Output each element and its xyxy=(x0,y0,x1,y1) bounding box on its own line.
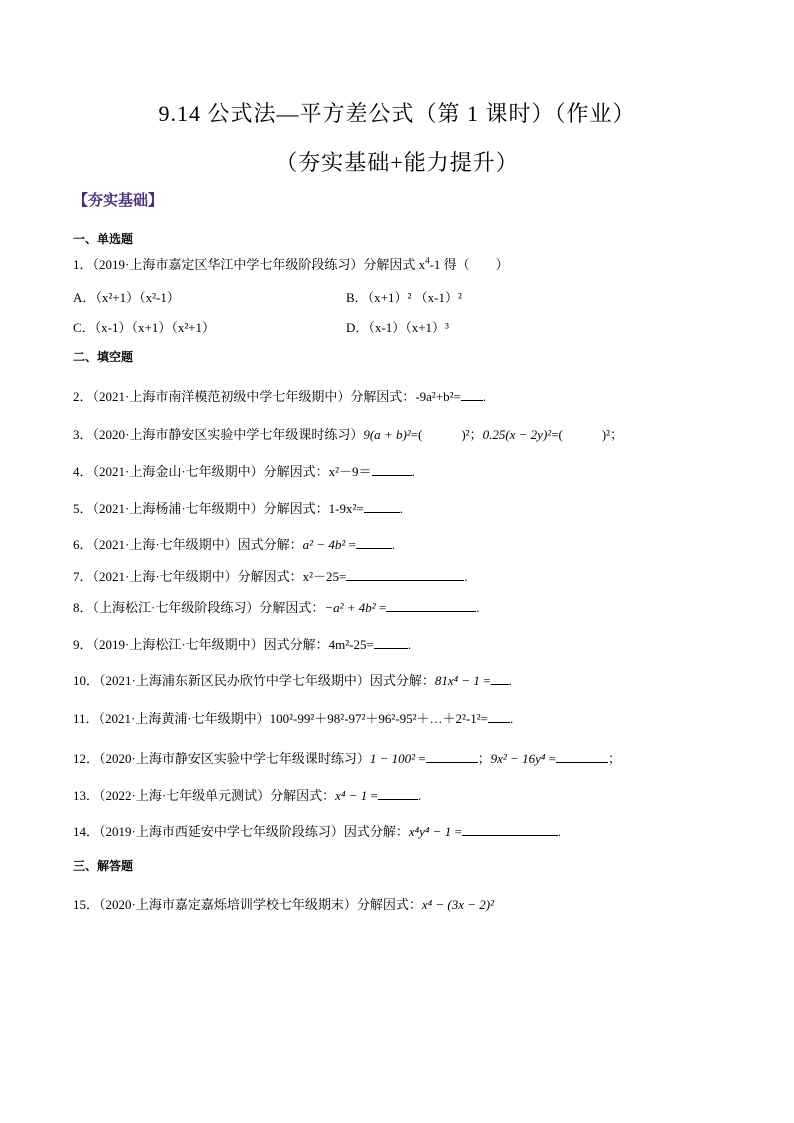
answer-blank xyxy=(364,500,400,513)
section-heading-fill-blank: 二、填空题 xyxy=(73,350,134,364)
question-8-end: . xyxy=(476,600,480,615)
question-11-end: . xyxy=(510,711,514,726)
question-2-text: 2．（2021·上海市南洋模范初级中学七年级期中）分解因式：-9a²+b²= xyxy=(73,389,461,404)
question-10 xyxy=(73,670,512,689)
option-c: C．（x-1）（x+1）（x²+1） xyxy=(73,320,216,335)
question-12-eq-1: = xyxy=(415,751,426,766)
option-d: D．（x-1）（x+1）³ xyxy=(346,320,449,335)
page-subtitle: （夯实基础+能力提升） xyxy=(275,150,519,175)
answer-blank xyxy=(386,599,476,612)
question-7-text: 7．（2021·上海·七年级期中）分解因式：x²－25= xyxy=(73,569,347,584)
question-11 xyxy=(73,708,513,727)
question-8 xyxy=(73,597,480,616)
question-6-end: . xyxy=(391,537,396,552)
question-3-mid: =( )²； xyxy=(410,427,483,442)
question-2 xyxy=(73,386,486,405)
question-12-expr-1: 1 − 100² xyxy=(369,751,416,766)
question-13-end: . xyxy=(417,788,422,803)
page-title: 9.14 公式法—平方差公式（第 1 课时）（作业） xyxy=(158,101,636,126)
answer-blank xyxy=(461,388,483,401)
question-12-eq-2: = xyxy=(545,751,556,766)
question-8-eq: = xyxy=(375,600,387,615)
question-8-text: 8．（上海松江·七年级阶段练习）分解因式： xyxy=(73,600,325,615)
question-3-text: 3．（2020·上海市静安区实验中学七年级课时练习） xyxy=(73,427,364,442)
question-4 xyxy=(73,461,415,480)
question-1-exponent: 4 xyxy=(425,255,430,266)
question-3-expr-2: 0.25(x − 2y)² xyxy=(482,427,552,442)
answer-blank xyxy=(356,536,392,549)
question-9-end: . xyxy=(407,637,412,652)
question-14-text: 14．（2019·上海市西延安中学七年级阶段练习）因式分解： xyxy=(73,824,409,839)
question-13-text: 13．（2022·上海·七年级单元测试）分解因式： xyxy=(73,788,336,803)
answer-blank xyxy=(346,568,464,581)
answer-blank xyxy=(374,636,408,649)
question-1-suffix: -1 得（ ） xyxy=(429,257,509,272)
question-12-expr-2: 9x² − 16y⁴ xyxy=(490,751,546,766)
question-8-expr: −a² + 4b² xyxy=(324,600,376,615)
question-10-text: 10．（2021·上海浦东新区民办欣竹中学七年级期中）因式分解： xyxy=(73,673,435,688)
answer-blank xyxy=(372,463,412,476)
question-9 xyxy=(73,634,411,653)
question-1 xyxy=(73,254,509,273)
question-7 xyxy=(73,566,468,585)
question-15 xyxy=(73,894,494,913)
question-2-end: . xyxy=(482,389,487,404)
answer-blank xyxy=(556,750,608,763)
question-4-end: . xyxy=(411,464,415,479)
question-5 xyxy=(73,498,403,517)
question-4-text: 4．（2021·上海金山·七年级期中）分解因式：x²－9＝ xyxy=(73,464,372,479)
question-7-end: . xyxy=(464,569,468,584)
answer-blank xyxy=(378,787,418,800)
question-5-end: . xyxy=(399,501,403,516)
answer-blank xyxy=(426,750,478,763)
question-14 xyxy=(73,821,561,840)
question-6-text: 6．（2021·上海·七年级期中）因式分解： xyxy=(73,537,303,552)
answer-blank xyxy=(491,672,509,685)
question-12-sep: ； xyxy=(477,751,491,766)
section-heading-solution: 三、解答题 xyxy=(73,859,134,873)
question-13-expr: x⁴ − 1 xyxy=(335,788,368,803)
question-6-expr: a² − 4b² xyxy=(302,537,346,552)
question-10-end: . xyxy=(508,673,512,688)
section-heading-single-choice: 一、单选题 xyxy=(73,232,134,246)
question-10-eq: = xyxy=(479,673,491,688)
question-9-text: 9．（2019·上海松江·七年级期中）因式分解：4m²-25= xyxy=(73,637,374,652)
question-3-expr-1: 9(a + b)² xyxy=(363,427,411,442)
question-15-text: 15．（2020·上海市嘉定嘉烁培训学校七年级期末）分解因式： xyxy=(73,897,422,912)
question-15-expr: x⁴ − (3x − 2)² xyxy=(421,897,495,912)
question-3 xyxy=(73,424,623,443)
question-12 xyxy=(73,748,621,767)
question-10-expr: 81x⁴ − 1 xyxy=(434,673,480,688)
question-12-text: 12．（2020·上海市静安区实验中学七年级课时练习） xyxy=(73,751,370,766)
section-tag: 【夯实基础】 xyxy=(73,193,164,209)
question-14-end: . xyxy=(557,824,562,839)
question-11-text: 11．（2021·上海黄浦·七年级期中）100²-99²＋98²-97²＋96²-95²＋…＋2²-1²= xyxy=(73,711,489,726)
option-b: B．（x+1）² （x-1）² xyxy=(346,290,462,305)
answer-blank xyxy=(488,710,510,723)
question-3-end: =( )²； xyxy=(551,427,624,442)
question-5-text: 5．（2021·上海杨浦·七年级期中）分解因式：1-9x²= xyxy=(73,501,364,516)
question-14-expr: x⁴y⁴ − 1 xyxy=(408,824,452,839)
question-12-end: ； xyxy=(607,751,621,766)
question-1-prefix: 1．（2019·上海市嘉定区华江中学七年级阶段练习）分解因式 x xyxy=(73,257,426,272)
question-13 xyxy=(73,785,421,804)
option-a: A．（x²+1）（x²-1） xyxy=(73,290,180,305)
question-6-eq: = xyxy=(345,537,356,552)
answer-blank xyxy=(462,823,558,836)
question-13-eq: = xyxy=(367,788,378,803)
question-14-eq: = xyxy=(451,824,462,839)
question-6 xyxy=(73,534,395,553)
